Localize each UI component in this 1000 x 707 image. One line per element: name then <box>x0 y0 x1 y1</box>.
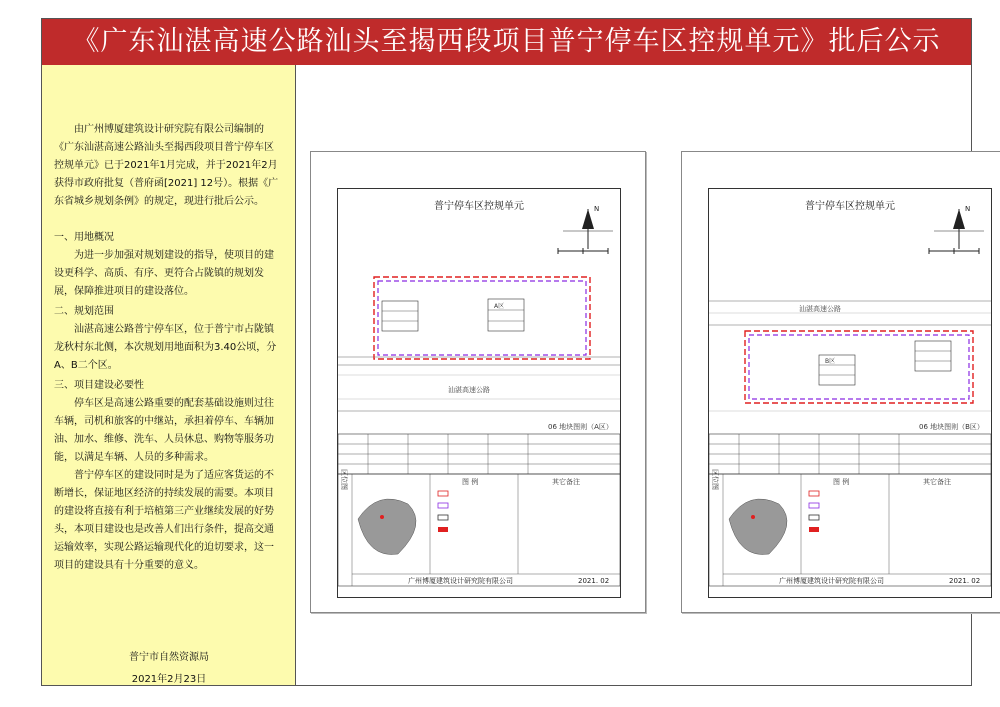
sheet-a-header: 普宁停车区控规单元 <box>434 201 524 212</box>
location-map-shape <box>729 499 787 555</box>
north-arrow-icon <box>563 209 613 249</box>
north-label-b: N <box>965 205 971 213</box>
road-label-b: 汕湛高速公路 <box>799 305 841 313</box>
road-label-a: 汕湛高速公路 <box>448 386 490 394</box>
section-1-body: 为进一步加强对规划建设的指导，使项目的建设更科学、高质、有序、更符合占陇镇的规划发展，保障推进项目的建设落位。 <box>54 250 274 297</box>
legend-swatch <box>809 515 819 520</box>
location-map-shape <box>358 499 416 555</box>
legend-title-a: 图 例 <box>462 478 479 486</box>
year-b: 2021. 02 <box>949 577 981 585</box>
legend-swatch <box>438 491 448 496</box>
section-2-heading: 二、规划范围 <box>54 306 114 317</box>
page-title: 《广东汕湛高速公路汕头至揭西段项目普宁停车区控规单元》批后公示 <box>42 19 971 66</box>
section-3-body-2: 普宁停车区的建设同时是为了适应客货运的不断增长，保证地区经济的持续发展的需要。本项目的建设将直接有利于培植第三产业继续发展的好势头，本项目建设也是改善人们出行条件，提高交通运输效率，实现公路运输现代化的迫切要求，这一项目的建设具有十分重要的意义。 <box>54 470 274 571</box>
sub-plot-info-box <box>915 341 951 371</box>
notice-intro: 由广州博厦建筑设计研究院有限公司编制的《广东汕湛高速公路汕头至揭西段项目普宁停车区控规单元》已于2021年1月完成，并于2021年2月获得市政府批复（普府函[2021] 12号）。根据《广东省城乡规划条例》的规定，现进行批后公示。 <box>54 124 279 207</box>
legend-swatch <box>438 527 448 532</box>
company-b: 广州博厦建筑设计研究院有限公司 <box>779 577 884 585</box>
legend-swatch <box>809 491 819 496</box>
sheet-b-header: 普宁停车区控规单元 <box>805 201 895 212</box>
issue-date: 2021年2月23日 <box>131 674 207 685</box>
section-3-body-1: 停车区是高速公路重要的配套基础设施则过往车辆，司机和旅客的中继站，承担着停车、车辆加油、加水、维修、洗车、人员休息、购物等服务功能，以满足车辆、人员的多种需求。 <box>54 398 274 463</box>
legend-swatch <box>438 503 448 508</box>
side-label-a: 区位图 <box>340 469 348 490</box>
issuing-org: 普宁市自然资源局 <box>129 652 209 663</box>
notes-title-a: 其它备注 <box>552 478 580 486</box>
poster-frame <box>41 18 984 686</box>
plot-code-a: A区 <box>494 303 505 310</box>
legend-swatch <box>438 515 448 520</box>
notice-panel <box>42 65 296 685</box>
year-a: 2021. 02 <box>578 577 610 585</box>
section-2-body: 汕湛高速公路普宁停车区，位于普宁市占陇镇龙秋村东北侧，本次规划用地面积为3.40公顷，分A、B二个区。 <box>54 324 277 371</box>
scale-bar-icon <box>929 248 979 254</box>
scale-bar-icon <box>558 248 608 254</box>
plan-sheet-b <box>681 151 1000 613</box>
section-1-heading: 一、用地概况 <box>54 232 114 243</box>
caption-b: 06 地块图则（B区） <box>919 423 984 431</box>
map-area <box>296 65 984 685</box>
north-arrow-icon <box>934 209 984 249</box>
plan-sheet-a-border <box>337 188 621 598</box>
legend-title-b: 图 例 <box>833 478 850 486</box>
location-marker-icon <box>380 515 384 519</box>
company-a: 广州博厦建筑设计研究院有限公司 <box>408 577 513 585</box>
plan-sheet-a <box>310 151 646 613</box>
side-label-b: 区位图 <box>711 469 719 490</box>
section-3-heading: 三、项目建设必要性 <box>54 380 144 391</box>
legend-swatch <box>809 527 819 532</box>
sub-plot-info-box <box>382 301 418 331</box>
plan-sheet-b-border <box>708 188 992 598</box>
plot-code-b: B区 <box>825 358 836 365</box>
north-label-a: N <box>594 205 600 213</box>
legend-swatch <box>809 503 819 508</box>
notes-title-b: 其它备注 <box>923 478 951 486</box>
caption-a: 06 地块图则（A区） <box>548 423 613 431</box>
sheet-b-drawing <box>709 189 991 597</box>
sheet-a-drawing <box>338 189 620 597</box>
location-marker-icon <box>751 515 755 519</box>
